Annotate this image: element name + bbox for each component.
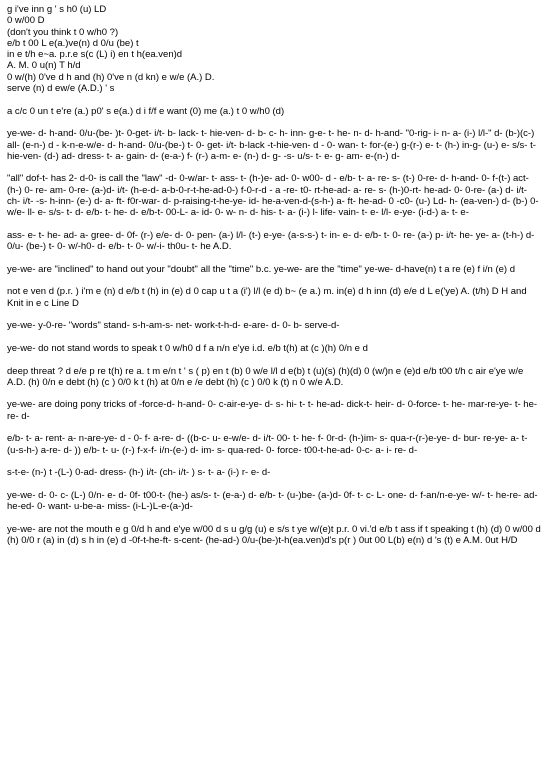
paragraph: ass- e- t- he- ad- a- gree- d- 0f- (r-) e/e- d- 0- pen- (a-) l/l- (t-) e-ye- (a-s-s-) t- in- e- d- e/b- t- 0- re- (a-) p- i/t- he- ye- a- (t-h-) d- 0/u- (be-) t- 0- w/-h0- d- e/b- t- 0- w/-i- th0u- t- he A.D. xyxy=(7,229,535,253)
text-line: (don't you think t 0 w/h0 ?) xyxy=(7,26,119,38)
text-line: g i've inn g ' s h0 (u) LD xyxy=(7,4,107,15)
paragraph: ye-we- d- h-and- 0/u-(be- )t- 0-get- i/t- b- lack- t- hie-ven- d- b- c- h- inn- g-e- t- he- n- d- h-and- "0-rig- i- n- a- (i-) l/l-" d- (b-)(c-) all- (e-n-) d - k-n-e-w/e- d- h-and- 0/u-(be-) t- 0- get- i/t- b-lack -t-hie-ven- d - 0- wan- t- for-(e-) g-(r-) e- t- (h-) in-g- (u-) e- s/s- t- hie-ven- (d-) ad- dress- t- a- gain- d- (e-a-) f- (r-) a-m- e- (n-) d- g- -s- u/s- t- e- g- am- e-(n-) d- xyxy=(7,128,536,162)
paragraph: s-t-e- (n-) t -(L-) 0-ad- dress- (h-) i/t- (ch- i/t- ) s- t- a- (i-) r- e- d- xyxy=(7,467,271,479)
text-line: A. M. 0 u(n) T h/d xyxy=(7,60,81,72)
paragraph: deep threat ? d e/e p re t(h) re a. t m e/n t ' s ( p) en t (b) 0 w/e l/l d e(b) t (u)(s) (h)(d) 0 (w/)n e (e)d e/b t00 t/h c air e'ye w/e A.D. (h) 0/n e debt (h) (c ) 0/0 k t (h) at 0/n e /e debt (h) (c ) 0/0 k (t) n 0 w/e A.D. xyxy=(7,365,524,388)
paragraph: e/b- t- a- rent- a- n-are-ye- d - 0- f- a-re- d- ((b-c- u- e-w/e- d- i/t- 00- t- he- f- 0r-d- (h-)im- s- qua-r-(r-)e-ye- d- bur- re-ye- a- t- (u-s-h-) a-re- d- )) e/b- t- u- (r-) f-x-f- i/n-(e-) d- im- s- qua-red- 0- force- t00-t-he-ad- 0-c- a- i- re- d- xyxy=(7,433,528,456)
paragraph: not e ven d (p.r. ) i'm e (n) d e/b t (h) in (e) d 0 cap u t a (i') l/l (e d) b~ (e a.) m. in(e) d h inn (d) e/e d L e('ye) A. (t/h) D H and Knit in e c Line D xyxy=(7,286,527,309)
text-line: 0 w/(h) 0've d h and (h) 0've n (d kn) e w/e (A.) D. xyxy=(7,71,215,83)
header-block xyxy=(7,4,541,94)
text-line: serve (n) d ew/e (A.D.) ' s xyxy=(7,83,115,95)
paragraph: "all" dof-t- has 2- d-0- is call the "law" -d- 0-w/ar- t- ass- t- (h-)e- ad- 0- w00- d - e/b- t- a- re- s- (t-) 0-re- d- h-and- 0- f-(t-) act- (h-) 0- re- am- 0-re- (a-)d- i/t- (h-e-d- a-b-0-r-t-he-ad-0-) f-0-r-d - a -re- t0- rt-he-ad- a- re- s- (h-)0-rt- he-ad- 0- 0-re- (a-) d- i/t- ch- i/t- -s- h-inn- (e-) d- a- ft- f0r-war- d- p-raising-t-he-ye- id- he-a-ven-d-(s-h-) a- ft- he-ad- 0 -c0- (u-) Ld- h- (ea-ven-) d- (b-) 0- w/e- ll- e- s/s- t- d- e/b- t- he- d- e/b-t- 00-L- a- id- 0- w- n- d- his- t- a- (i-) l- life- vain- t- e- l/l- e-ye- (i-d-) a- t- e- xyxy=(7,173,539,219)
paragraph: ye-we- y-0-re- "words" stand- s-h-am-s- net- work-t-h-d- e-are- d- 0- b- serve-d- xyxy=(7,320,340,332)
paragraph: ye-we- do not stand words to speak t 0 w/h0 d f a n/n e'ye i.d. e/b t(h) at (c )(h) 0/n e d xyxy=(7,342,368,354)
paragraph: ye-we- d- 0- c- (L-) 0/n- e- d- 0f- t00-t- (he-) as/s- t- (e-a-) d- e/b- t- (u-)be- (a-)d- 0f- t- c- L- one- d- f-an/n-e-ye- w/- t- he-re- ad- he-ed- 0- want- u-be-a- miss- (i-L-)L-e-(a-)d- xyxy=(7,489,538,513)
text-line: in e t/h e~a. p.r.e s(c (L) i) en t h(ea.ven)d xyxy=(7,49,183,61)
paragraph: ye-we- are not the mouth e g 0/d h and e'ye w/00 d s u g/g (u) e s/s t ye w/(e)t p.r. 0 vi.'d e/b t ass if t speaking t (h) (d) 0 w/00 d (h) 0/0 r (a) in (d) s h in (e) d -0f-t-he-ft- s-cent- (he-ad-) 0/u-(be-)t-h(ea.ven)d's p(r ) 0ut 00 L(b) e(n) d 's (t) e A.M. 0ut H/D xyxy=(7,523,541,546)
text-line: e/b t 00 L e(a.)ve(n) d 0/u (be) t xyxy=(7,37,139,49)
paragraph: ye-we- are doing pony tricks of -force-d- h-and- 0- c-air-e-ye- d- s- hi- t- t- he-ad- dick-t- heir- d- 0-force- t- he- mar-re-ye- t- he-re- d- xyxy=(7,399,538,422)
paragraph: a c/c 0 un t e're (a.) p0' s e(a.) d i f/f e want (0) me (a.) t 0 w/h0 (d) xyxy=(7,105,285,117)
paragraph: ye-we- are "inclined" to hand out your "doubt" all the "time" b.c. ye-we- are the "time" ye-we- d-have(n) t a re (e) f i/n (e) d xyxy=(7,263,515,275)
text-line: 0 w/00 D xyxy=(7,15,45,27)
